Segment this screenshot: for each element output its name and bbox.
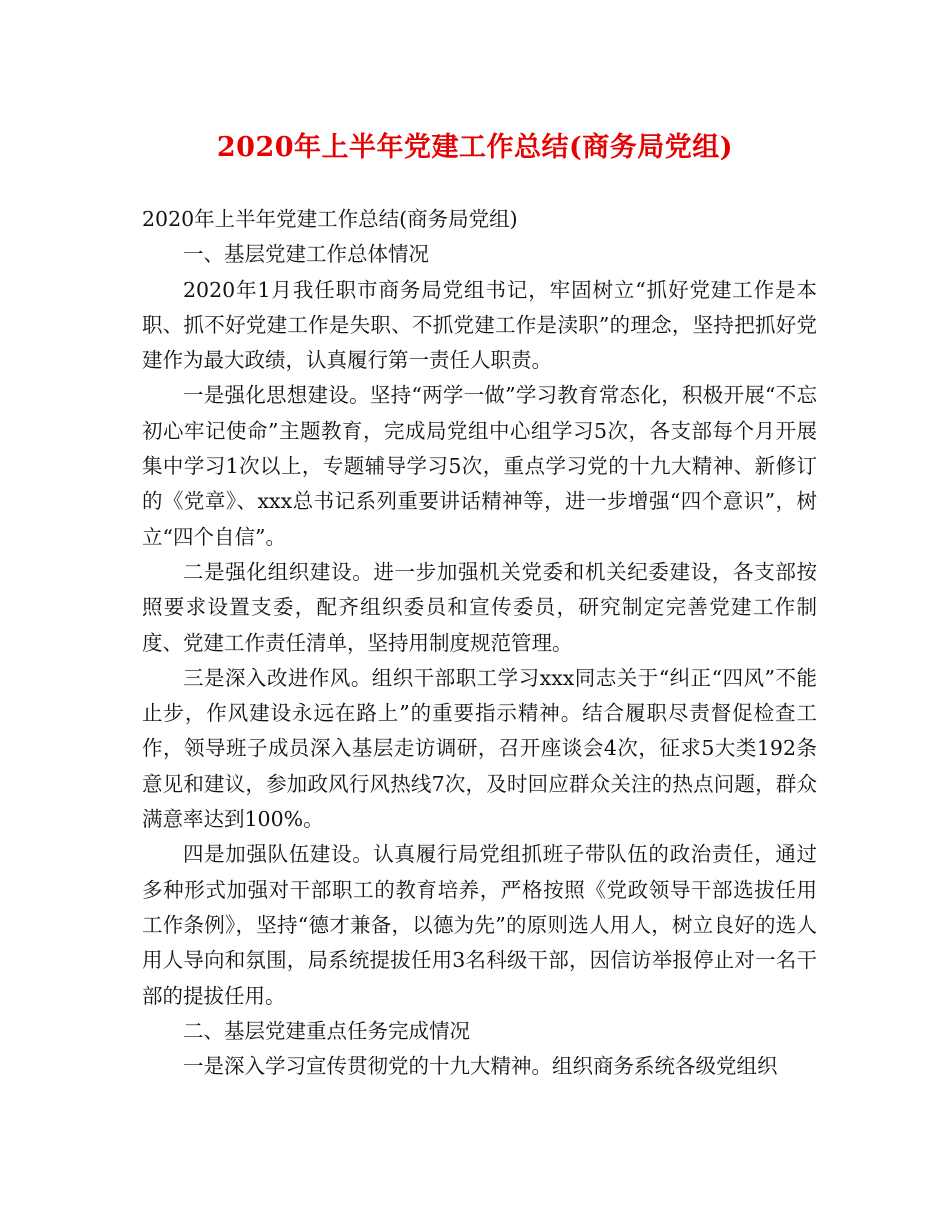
paragraph: 二是强化组织建设。进一步加强机关党委和机关纪委建设，各支部按照要求设置支委，配齐组织委员和宣传委员，研究制定完善党建工作制度、党建工作责任清单，坚持用制度规范管理。: [142, 559, 817, 655]
section-heading-1: 一、基层党建工作总体情况: [183, 242, 429, 267]
paragraph: 一是强化思想建设。坚持“两学一做”学习教育常态化，积极开展“不忘初心牢记使命”主题教育，完成局党组中心组学习5次，各支部每个月开展集中学习1次以上，专题辅导学习5次，重点学习党的十九大精神、新修订的《党章》、xxx总书记系列重要讲话精神等，进一步增强“四个意识”，树立“四个自信”。: [142, 383, 817, 549]
document-body: [142, 202, 817, 1084]
paragraph-heading-repeat: 2020年上半年党建工作总结(商务局党组): [142, 207, 518, 231]
paragraph: 四是加强队伍建设。认真履行局党组抓班子带队伍的政治责任，通过多种形式加强对干部职工的教育培养，严格按照《党政领导干部选拔任用工作条例》，坚持“德才兼备，以德为先”的原则选人用人，树立良好的选人用人导向和氛围，局系统提拔任用3名科级干部，因信访举报停止对一名干部的提拔任用。: [142, 842, 817, 1008]
paragraph: 三是深入改进作风。组织干部职工学习xxx同志关于“纠正“四风”不能止步，作风建设永远在路上”的重要指示精神。结合履职尽责督促检查工作，领导班子成员深入基层走访调研，召开座谈会4次，征求5大类192条意见和建议，参加政风行风热线7次，及时回应群众关注的热点问题，群众满意率达到100%。: [142, 665, 817, 832]
section-heading-2: 二、基层党建重点任务完成情况: [183, 1018, 470, 1043]
paragraph: 一是深入学习宣传贯彻党的十九大精神。组织商务系统各级党组织: [183, 1054, 778, 1079]
paragraph: 2020年1月我任职市商务局党组书记，牢固树立“抓好党建工作是本职、抓不好党建工作是失职、不抓党建工作是渎职”的理念，坚持把抓好党建作为最大政绩，认真履行第一责任人职责。: [142, 277, 817, 373]
document-title: 2020年上半年党建工作总结(商务局党组): [216, 132, 734, 163]
